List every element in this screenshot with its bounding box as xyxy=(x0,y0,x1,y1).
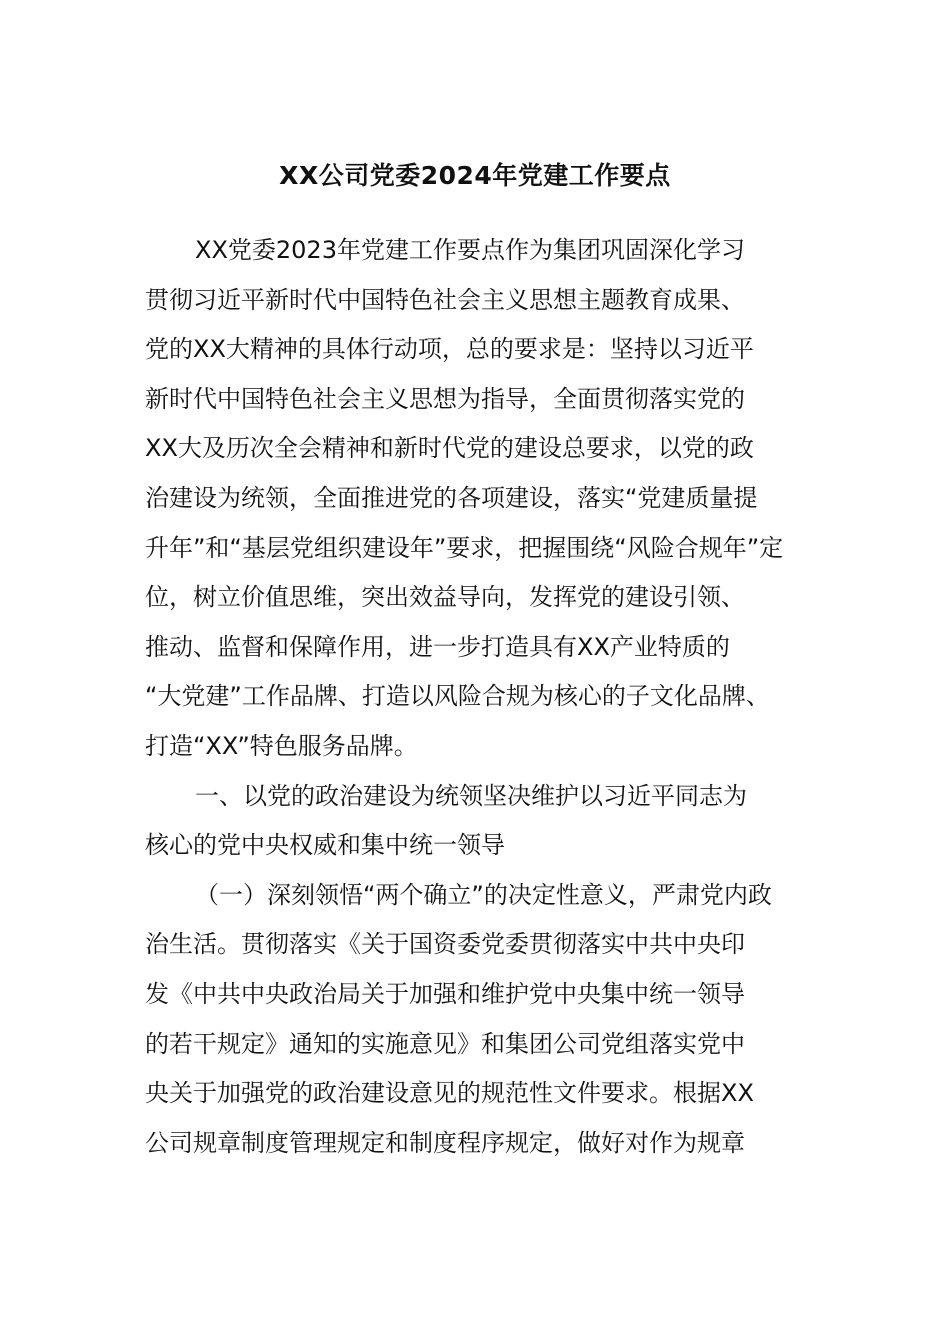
text-line: 党的XX大精神的具体行动项，总的要求是：坚持以习近平 xyxy=(145,335,754,364)
text-line: （一）深刻领悟“两个确立”的决定性意义，严肃党内政 xyxy=(195,880,772,909)
section-heading-1 xyxy=(145,772,805,871)
paragraph-subsection-1 xyxy=(145,871,805,1169)
text-line: 发《中共中央政治局关于加强和维护党中央集中统一领导 xyxy=(145,979,745,1008)
text-line: XX党委2023年党建工作要点作为集团巩固深化学习 xyxy=(195,236,745,264)
text-line: 公司规章制度管理规定和制度程序规定，做好对作为规章 xyxy=(145,1128,745,1157)
document-title: XX公司党委2024年党建工作要点 xyxy=(279,161,671,190)
text-line: 打造“XX”特色服务品牌。 xyxy=(145,731,418,760)
text-line: 推动、监督和保障作用，进一步打造具有XX产业特质的 xyxy=(145,632,730,661)
text-line: XX大及历次全会精神和新时代党的建设总要求，以党的政 xyxy=(145,434,754,463)
text-line: “大党建”工作品牌、打造以风险合规为核心的子文化品牌、 xyxy=(145,682,770,711)
text-line: 治生活。贯彻落实《关于国资委党委贯彻落实中共中央印 xyxy=(145,930,745,959)
text-line: 核心的党中央权威和集中统一领导 xyxy=(145,831,505,860)
paragraph-intro xyxy=(145,226,805,772)
text-line: 的若干规定》通知的实施意见》和集团公司党组落实党中 xyxy=(145,1029,745,1058)
text-line: 贯彻习近平新时代中国特色社会主义思想主题教育成果、 xyxy=(145,285,745,314)
text-line: 央关于加强党的政治建设意见的规范性文件要求。根据XX xyxy=(145,1079,754,1108)
text-line: 新时代中国特色社会主义思想为指导，全面贯彻落实党的 xyxy=(145,384,745,413)
text-line: 位，树立价值思维，突出效益导向，发挥党的建设引领、 xyxy=(145,583,745,612)
text-line: 治建设为统领，全面推进党的各项建设，落实“党建质量提 xyxy=(145,483,758,512)
document-body xyxy=(145,226,805,1168)
text-line: 一、以党的政治建设为统领坚决维护以习近平同志为 xyxy=(195,781,747,810)
text-line: 升年”和“基层党组织建设年”要求，把握围绕“风险合规年”定 xyxy=(145,533,784,562)
